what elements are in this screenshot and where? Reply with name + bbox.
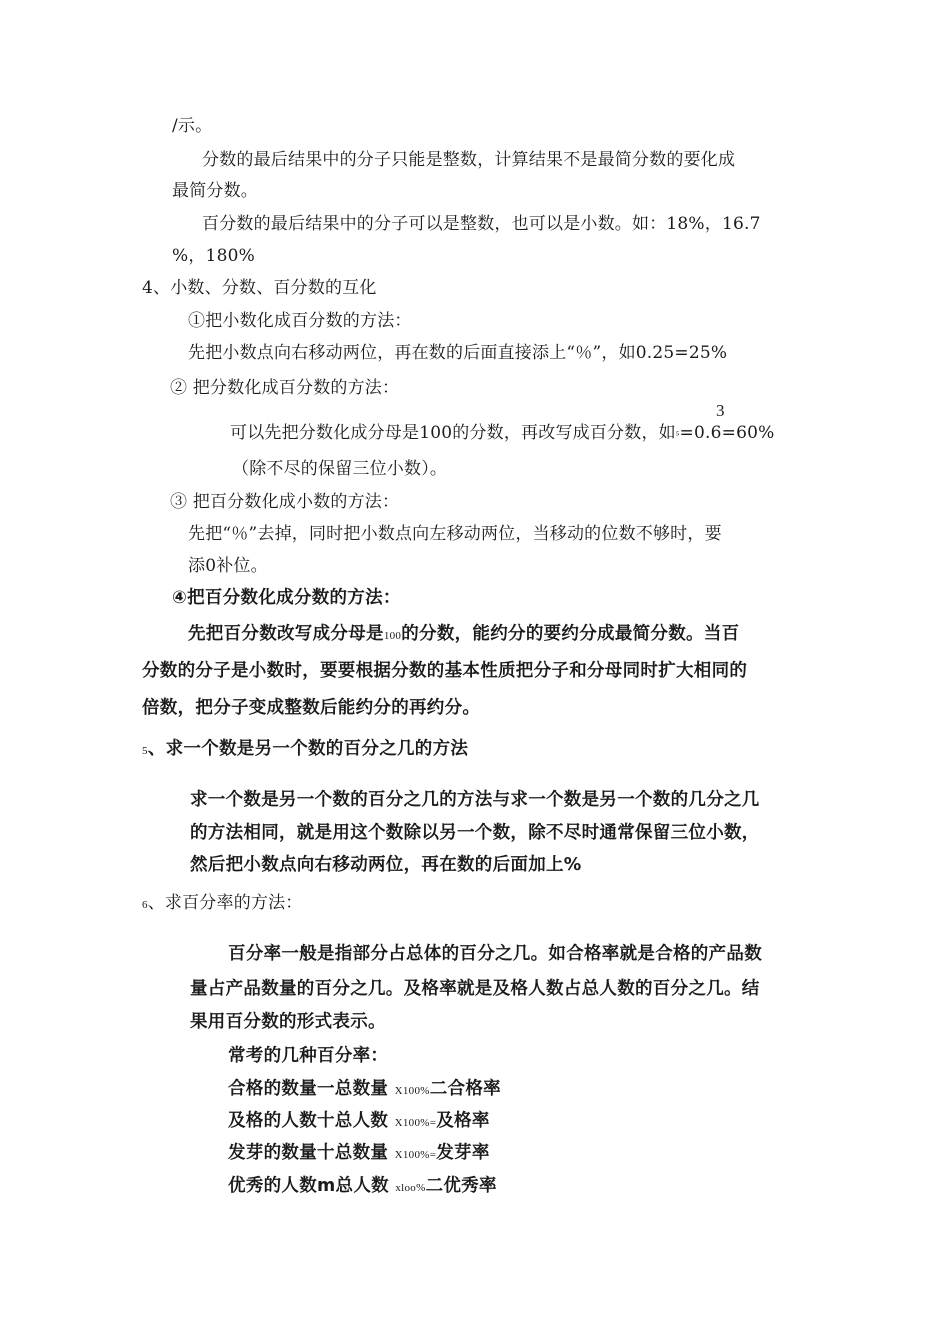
section-heading: 5、求一个数是另一个数的百分之几的方法 <box>142 739 469 759</box>
sub-heading: ①把小数化成百分数的方法： <box>188 311 412 331</box>
sub-heading: ② 把分数化成百分数的方法： <box>170 378 400 398</box>
text-line: （除不尽的保留三位小数）。 <box>232 459 448 479</box>
text-line: 量占产品数量的百分之几。及格率就是及格人数占总人数的百分之几。结 <box>190 979 760 999</box>
text-line: 最简分数。 <box>172 181 258 201</box>
formula-line: 合格的数量一总数量 X100%二合格率 <box>228 1079 501 1099</box>
text-line: 先把“％”去掉，同时把小数点向左移动两位，当移动的位数不够时，要 <box>188 524 722 544</box>
text-line: 百分数的最后结果中的分子可以是整数，也可以是小数。如：18%，16.7 <box>202 214 761 234</box>
text-line: 常考的几种百分率： <box>228 1046 389 1066</box>
formula-line: 优秀的人数m总人数 xloo%二优秀率 <box>228 1176 497 1196</box>
text-line: 的方法相同，就是用这个数除以另一个数，除不尽时通常保留三位小数， <box>190 823 760 843</box>
text-line: 然后把小数点向右移动两位，再在数的后面加上% <box>190 855 582 875</box>
sub-heading: ④把百分数化成分数的方法： <box>172 588 401 608</box>
formula-line: 发芽的数量十总数量 X100%=发芽率 <box>228 1143 490 1163</box>
fraction-numerator: 3 <box>716 401 725 420</box>
text-line: 百分率一般是指部分占总体的百分之几。如合格率就是合格的产品数 <box>228 944 762 964</box>
sub-heading: ③ 把百分数化成小数的方法： <box>170 492 400 512</box>
formula-line: 及格的人数十总人数 X100%=及格率 <box>228 1111 490 1131</box>
text-line: 先把百分数改写成分母是100的分数，能约分的要约分成最简分数。当百 <box>188 624 740 644</box>
text-line: 分数的最后结果中的分子只能是整数，计算结果不是最简分数的要化成 <box>202 150 736 170</box>
text-line: 果用百分数的形式表示。 <box>190 1012 386 1032</box>
text-line: 求一个数是另一个数的百分之几的方法与求一个数是另一个数的几分之几 <box>190 790 760 810</box>
text-line: /示。 <box>172 116 213 136</box>
section-heading: 4、小数、分数、百分数的互化 <box>142 278 377 298</box>
text-line: 倍数，把分子变成整数后能约分的再约分。 <box>142 698 481 718</box>
text-line: 可以先把分数化成分母是100的分数，再改写成百分数，如⁵=0.6=60% <box>230 423 775 443</box>
text-line: 分数的分子是小数时，要要根据分数的基本性质把分子和分母同时扩大相同的 <box>142 661 748 681</box>
text-line: 先把小数点向右移动两位，再在数的后面直接添上“％”，如0.25=25% <box>188 343 728 363</box>
text-line: %，180% <box>172 246 255 266</box>
text-line: 添0补位。 <box>188 556 268 576</box>
section-heading: 6、求百分率的方法： <box>142 893 303 913</box>
